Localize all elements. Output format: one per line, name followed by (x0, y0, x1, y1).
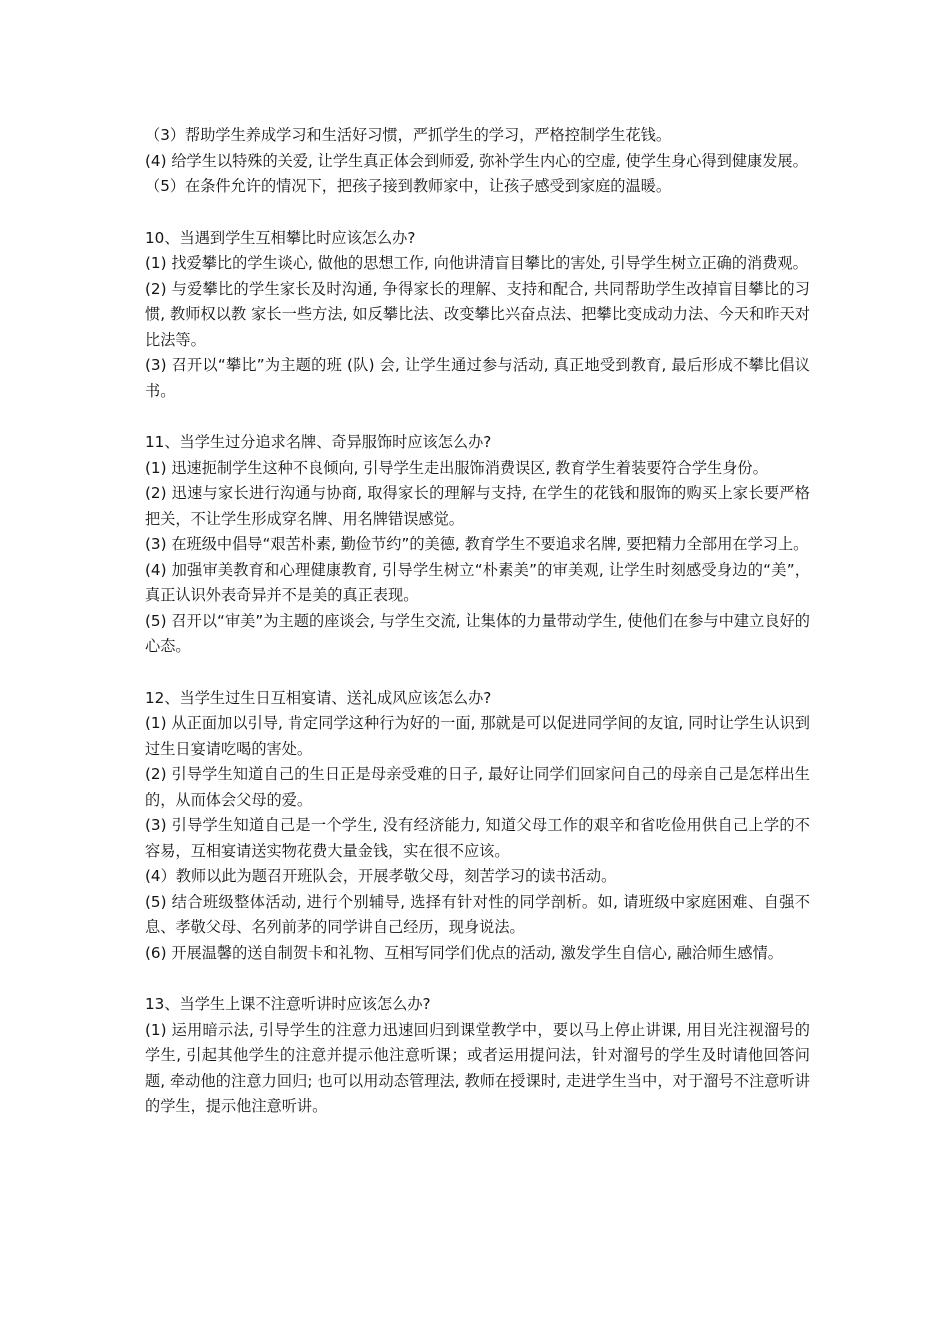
answer-item: （5）在条件允许的情况下，把孩子接到教师家中，让孩子感受到家庭的温暖。 (145, 177, 672, 195)
answer-item: (4）教师以此为题召开班队会，开展孝敬父母，刻苦学习的读书活动。 (145, 867, 617, 885)
question-heading: 13、当学生上课不注意听讲时应该怎么办? (145, 995, 431, 1013)
answer-item: (2) 与爱攀比的学生家长及时沟通, 争得家长的理解、支持和配合, 共同帮助学生改掉盲目攀比的习惯, 教师权以教 家长一些方法, 如反攀比法、改变攀比兴奋点法、把攀比变成动力法、今天和昨天对比法等。 (145, 279, 810, 349)
document-page (145, 123, 810, 1120)
section-gap (145, 966, 810, 992)
question-heading: 10、当遇到学生互相攀比时应该怎么办? (145, 228, 416, 247)
section-9-continued (145, 123, 810, 200)
section-12 (145, 686, 810, 967)
section-gap (145, 200, 810, 226)
question-heading: 12、当学生过生日互相宴请、送礼成风应该怎么办? (145, 688, 492, 707)
answer-item: (1) 迅速扼制学生这种不良倾向, 引导学生走出服饰消费误区, 教育学生着装要符合学生身份。 (145, 458, 768, 477)
section-gap (145, 660, 810, 686)
answer-item: (4) 加强审美教育和心理健康教育, 引导学生树立“朴素美”的审美观, 让学生时刻感受身边的“美”，真正认识外表奇异并不是美的真正表现。 (145, 560, 810, 604)
section-11 (145, 430, 810, 660)
answer-item: (3) 召开以“攀比”为主题的班 (队) 会, 让学生通过参与活动, 真正地受到教育, 最后形成不攀比倡议书。 (145, 356, 810, 400)
section-10 (145, 226, 810, 405)
answer-item: (2) 迅速与家长进行沟通与协商, 取得家长的理解与支持, 在学生的花钱和服饰的购买上家长要严格把关，不让学生形成穿名牌、用名牌错误感觉。 (145, 484, 810, 528)
answer-item: (2) 引导学生知道自己的生日正是母亲受难的日子, 最好让同学们回家问自己的母亲自己是怎样出生的，从而体会父母的爱。 (145, 765, 810, 809)
answer-item: (5) 召开以“审美”为主题的座谈会, 与学生交流, 让集体的力量带动学生, 使他们在参与中建立良好的心态。 (145, 611, 810, 655)
section-gap (145, 404, 810, 430)
answer-item: (3) 在班级中倡导“艰苦朴素, 勤俭节约”的美德, 教育学生不要追求名牌, 要把精力全部用在学习上。 (145, 535, 809, 553)
answer-item: (6) 开展温馨的送自制贺卡和礼物、互相写同学们优点的活动, 激发学生自信心, 融洽师生感情。 (145, 943, 783, 962)
answer-item: (3) 引导学生知道自己是一个学生, 没有经济能力, 知道父母工作的艰辛和省吃俭用供自己上学的不容易，互相宴请送实物花费大量金钱，实在很不应该。 (145, 816, 810, 860)
question-heading: 11、当学生过分追求名牌、奇异服饰时应该怎么办? (145, 433, 492, 451)
answer-item: （3）帮助学生养成学习和生活好习惯，严抓学生的学习，严格控制学生花钱。 (145, 126, 672, 144)
answer-item: (1) 从正面加以引导, 肯定同学这种行为好的一面, 那就是可以促进同学间的友谊, 同时让学生认识到过生日宴请吃喝的害处。 (145, 714, 810, 758)
answer-item: (1) 找爱攀比的学生谈心, 做他的思想工作, 向他讲清盲目攀比的害处, 引导学生树立正确的消费观。 (145, 254, 808, 272)
answer-item: (4) 给学生以特殊的关爱, 让学生真正体会到师爱, 弥补学生内心的空虚, 使学生身心得到健康发展。 (145, 151, 808, 170)
section-13 (145, 992, 810, 1120)
answer-item: (5) 结合班级整体活动, 进行个别辅导, 选择有针对性的同学剖析。如, 请班级中家庭困难、自强不息、孝敬父母、名列前茅的同学讲自己经历，现身说法。 (145, 892, 810, 936)
answer-item: (1) 运用暗示法, 引导学生的注意力迅速回归到课堂教学中，要以马上停止讲课, 用目光注视溜号的学生, 引起其他学生的注意并提示他注意听课；或者运用提问法，针对溜号的学生及时请他回答问题, 牵动他的注意力回归; 也可以用动态管理法, 教师在授课时, 走进学生当中，对于溜号不注意听讲的学生，提示他注意听讲。 (145, 1020, 810, 1115)
